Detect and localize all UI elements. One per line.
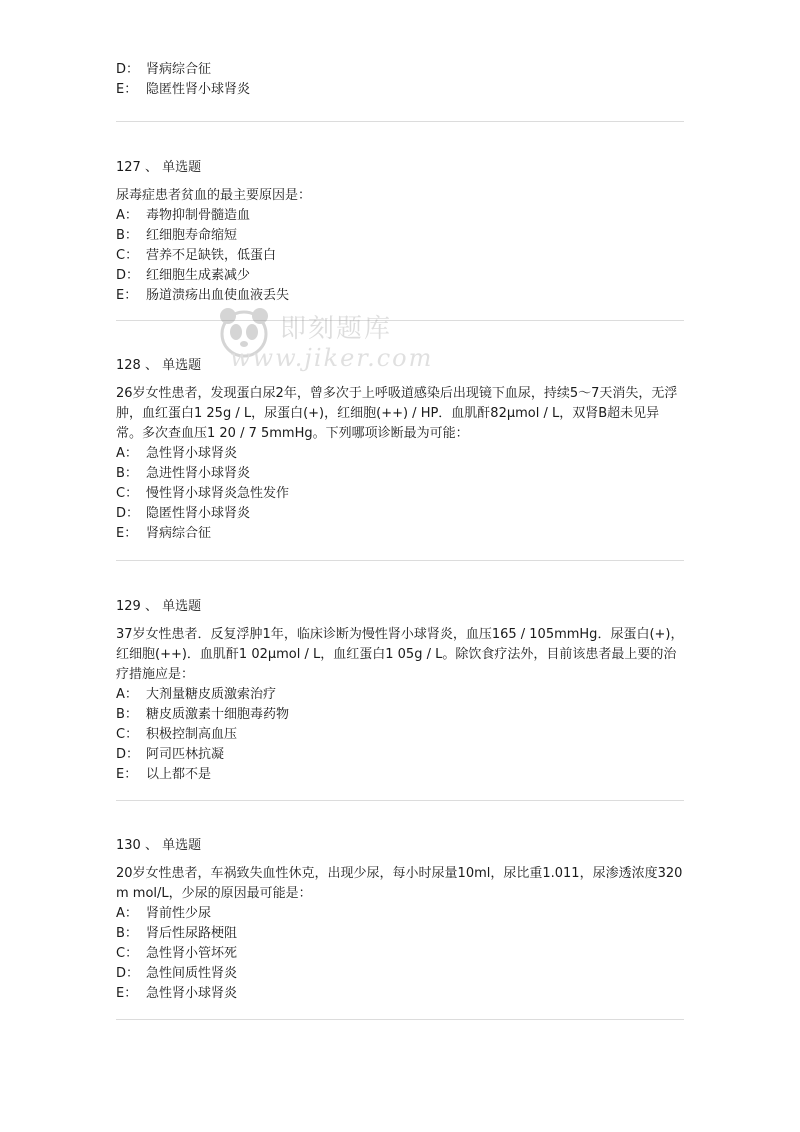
question-stem: 20岁女性患者，车祸致失血性休克，出现少尿，每小时尿量10ml，尿比重1.011，尿渗透浓度320 m mol/L，少尿的原因最可能是： bbox=[116, 866, 683, 901]
panda-logo-icon bbox=[214, 302, 274, 362]
divider bbox=[116, 320, 684, 321]
question-stem: 37岁女性患者．反复浮肿1年，临床诊断为慢性肾小球肾炎，血压165 / 105mmHg．尿蛋白(+)，红细胞(++)．血肌酐1 02μmol / L，血红蛋白1 05g / L。除饮食疗法外，目前该患者最上要的治疗措施应是： bbox=[116, 627, 684, 682]
question-130 bbox=[116, 836, 684, 1004]
question-stem: 26岁女性患者，发现蛋白尿2年，曾多次于上呼吸道感染后出现镜下血尿，持续5～7天消失，无浮肿，血红蛋白1 25g / L，尿蛋白(+)，红细胞(++) / HP．血肌酐82μmol / L，双肾B超未见异常。多次查血压1 20 / 7 5mmHg。下列哪项诊断最为可能： bbox=[116, 386, 678, 441]
option-b: B： 糖皮质激素十细胞毒药物 bbox=[116, 707, 290, 722]
option-a: A： 肾前性少尿 bbox=[116, 906, 212, 921]
option-e: E： 以上都不是 bbox=[116, 767, 212, 782]
option-e: E： 急性肾小球肾炎 bbox=[116, 986, 238, 1001]
option-c: C： 积极控制高血压 bbox=[116, 727, 238, 742]
option-c: C： 慢性肾小球肾炎急性发作 bbox=[116, 486, 290, 501]
question-stem: 尿毒症患者贫血的最主要原因是： bbox=[116, 188, 312, 203]
question-header: 130 、 单选题 bbox=[116, 838, 202, 853]
option-a: A： 大剂量糖皮质激索治疗 bbox=[116, 687, 277, 702]
option-c: C： 急性肾小管坏死 bbox=[116, 946, 238, 961]
option-e: E： 隐匿性肾小球肾炎 bbox=[116, 82, 251, 97]
option-d: D： 肾病综合征 bbox=[116, 62, 212, 77]
question-127 bbox=[116, 158, 684, 306]
option-d: D： 阿司匹林抗凝 bbox=[116, 747, 225, 762]
option-d: D： 红细胞生成素减少 bbox=[116, 268, 251, 283]
option-a: A： 毒物抑制骨髓造血 bbox=[116, 208, 251, 223]
watermark-url: www.jiker.com bbox=[230, 344, 434, 372]
option-d: D： 急性间质性肾炎 bbox=[116, 966, 238, 981]
question-128 bbox=[116, 356, 684, 544]
watermark-text: 即刻题库 bbox=[280, 314, 393, 344]
question-header: 128 、 单选题 bbox=[116, 358, 202, 373]
option-e: E： 肾病综合征 bbox=[116, 526, 212, 541]
option-d: D： 隐匿性肾小球肾炎 bbox=[116, 506, 251, 521]
prev-question-tail bbox=[116, 60, 684, 100]
option-a: A： 急性肾小球肾炎 bbox=[116, 446, 238, 461]
divider bbox=[116, 1019, 684, 1020]
question-header: 127 、 单选题 bbox=[116, 160, 202, 175]
question-header: 129 、 单选题 bbox=[116, 599, 202, 614]
option-e: E： 肠道溃疡出血使血液丢失 bbox=[116, 288, 290, 303]
divider bbox=[116, 560, 684, 561]
option-b: B： 肾后性尿路梗阻 bbox=[116, 926, 238, 941]
question-129 bbox=[116, 597, 684, 785]
divider bbox=[116, 121, 684, 122]
option-b: B： 急进性肾小球肾炎 bbox=[116, 466, 251, 481]
divider bbox=[116, 800, 684, 801]
option-c: C： 营养不足缺铁，低蛋白 bbox=[116, 248, 277, 263]
option-b: B： 红细胞寿命缩短 bbox=[116, 228, 238, 243]
